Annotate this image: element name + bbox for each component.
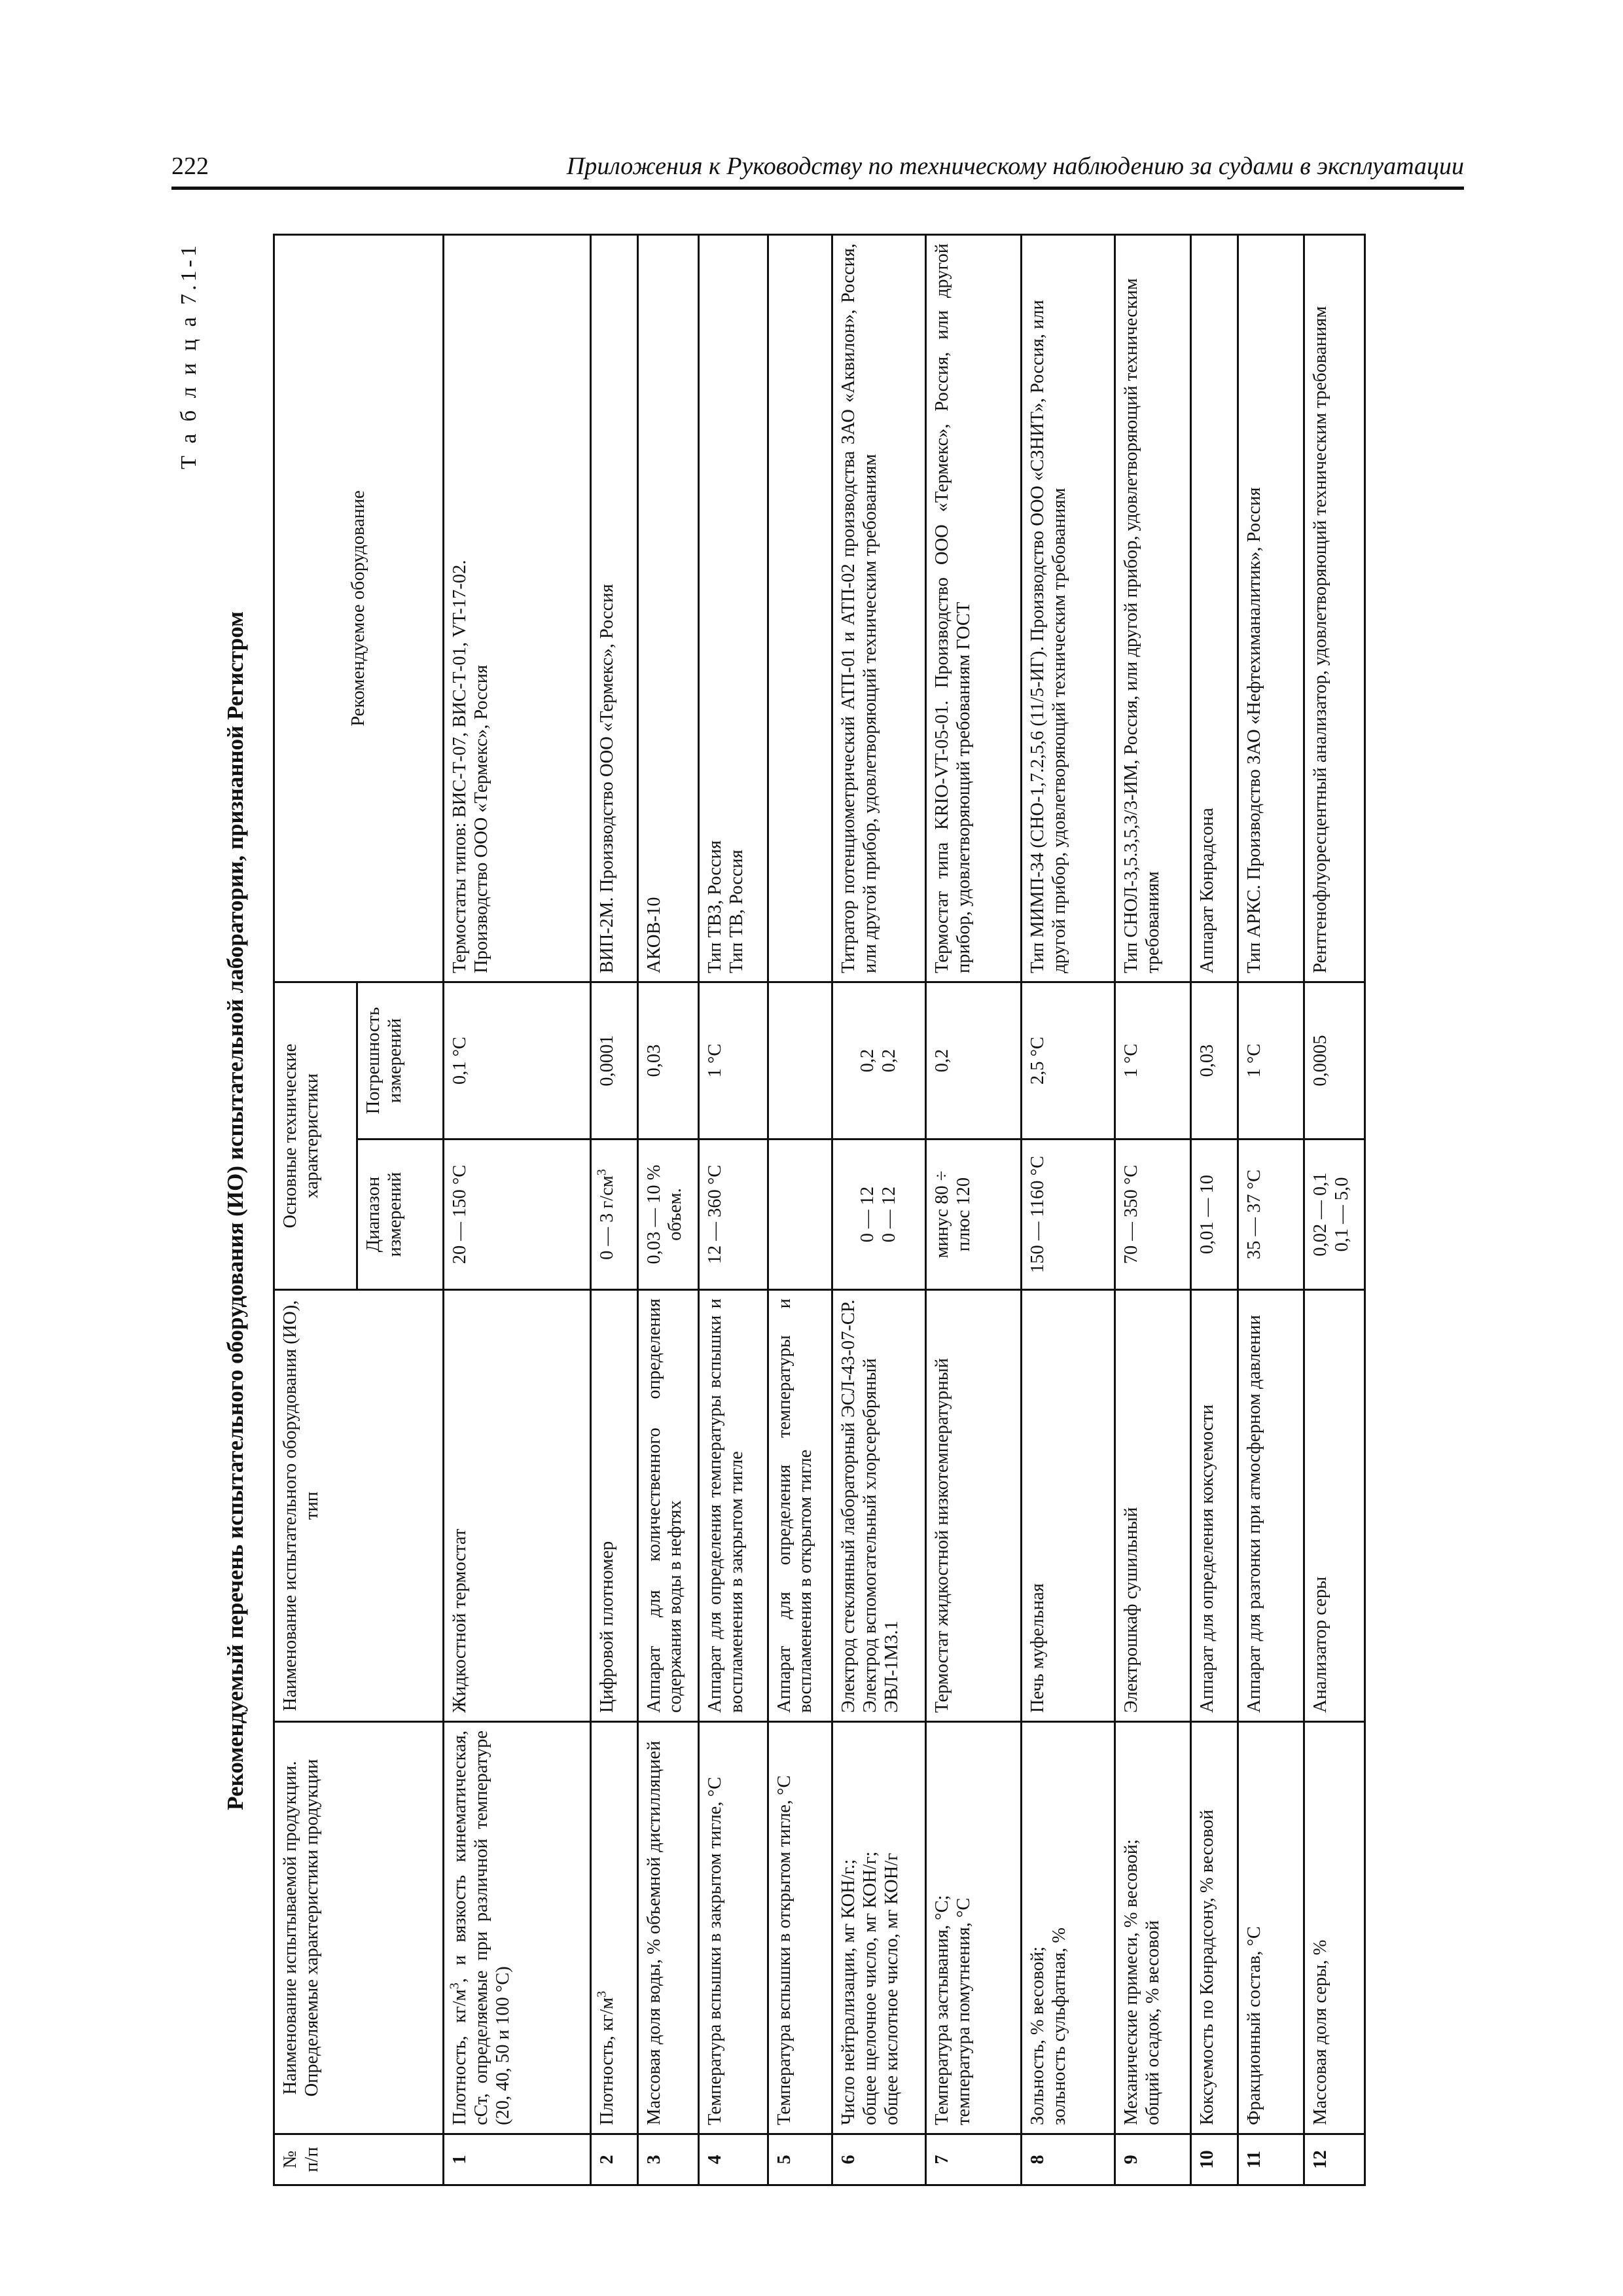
table-row [1115, 235, 1190, 2185]
table-row [1021, 235, 1115, 2185]
range-cell [768, 1139, 832, 1290]
table-row [444, 235, 590, 2185]
row-number: 4 [698, 2134, 768, 2185]
product-cell: Число нейтрализации, мг КОН/г.; общее щелочное число, мг КОН/г; общее кислотное число, мг КОН/г [832, 1722, 926, 2134]
equipment-cell: Анализатор серы [1304, 1290, 1364, 1722]
accuracy-cell: 0,03 [1191, 982, 1238, 1139]
accuracy-cell: 0,0001 [590, 982, 637, 1139]
product-cell: Механические примеси, % весовой; общий осадок, % весовой [1115, 1722, 1190, 2134]
recommended-cell [768, 235, 832, 982]
range-cell: 12 — 360 °С [698, 1139, 768, 1290]
equipment-cell: Аппарат для количественного определения содержания воды в нефтях [637, 1290, 698, 1722]
col-specs-header: Основные технические характеристики [274, 982, 357, 1290]
product-cell: Фракционный состав, °С [1238, 1722, 1304, 2134]
product-cell: Температура вспышки в закрытом тигле, °С [698, 1722, 768, 2134]
recommended-cell: Рентгенофлуоресцентный анализатор, удовлетворяющий техническим требованиям [1304, 235, 1364, 982]
equipment-cell: Аппарат для определения температуры и воспламенения в открытом тигле [768, 1290, 832, 1722]
table-row [1238, 235, 1304, 2185]
recommended-cell: Тип МИМП-34 (СНО-1,7.2,5,6 (11/5-ИГ). Производство ООО «СЗНИТ», Россия, или другой прибор, удовлетворяющий техническим требованиям [1021, 235, 1115, 982]
accuracy-cell: 0,1 °С [444, 982, 590, 1139]
col-product-header: Наименование испытываемой продукции. Определяемые характеристики продукции [274, 1722, 444, 2134]
range-cell: 0,03 — 10 % объем. [637, 1139, 698, 1290]
accuracy-cell: 1 °С [1238, 982, 1304, 1139]
row-number: 7 [925, 2134, 1021, 2185]
table-number: Т а б л и ц а 7.1-1 [177, 242, 201, 469]
row-number: 3 [637, 2134, 698, 2185]
product-cell: Массовая доля воды, % объемной дистилляцией [637, 1722, 698, 2134]
recommended-cell: АКОВ-10 [637, 235, 698, 982]
range-cell: 0 — 12 0 — 12 [832, 1139, 926, 1290]
range-cell: 35 — 37 °С [1238, 1139, 1304, 1290]
equipment-cell: Электрошкаф сушильный [1115, 1290, 1190, 1722]
recommended-cell: Термостат типа KRIO-VT-05-01. Производство ООО «Термекс», Россия, или другой прибор, удовлетворяющий требованиям ГОСТ [925, 235, 1021, 982]
table-row [925, 235, 1021, 2185]
equipment-cell: Цифровой плотномер [590, 1290, 637, 1722]
product-cell: Плотность, $кг/м^3$ [590, 1722, 637, 2134]
accuracy-cell: 0,2 [925, 982, 1021, 1139]
col-recommended-header: Рекомендуемое оборудование [274, 235, 444, 982]
row-number: 12 [1304, 2134, 1364, 2185]
accuracy-cell: 0,2 0,2 [832, 982, 926, 1139]
table-row [1304, 235, 1364, 2185]
running-title: Приложения к Руководству по техническому наблюдению за судами в эксплуатации [566, 152, 1464, 180]
range-cell: 0,02 — 0,1 0,1 — 5,0 [1304, 1139, 1364, 1290]
accuracy-cell [768, 982, 832, 1139]
range-cell: 70 — 350 °С [1115, 1139, 1190, 1290]
rotated-table-area [171, 236, 1464, 2186]
header-rule [171, 187, 1464, 190]
accuracy-cell: 1 °С [1115, 982, 1190, 1139]
equipment-cell: Аппарат для определения коксуемости [1191, 1290, 1238, 1722]
recommended-cell: ВИП-2М. Производство ООО «Термекс», Россия [590, 235, 637, 982]
accuracy-cell: 1 °С [698, 982, 768, 1139]
recommended-cell: Термостаты типов: ВИС-Т-07, ВИС-Т-01, VT-17-02. Производство ООО «Термекс», Россия [444, 235, 590, 982]
col-range-header: Диапазон измерений [357, 1139, 444, 1290]
col-accuracy-header: Погрешность измерений [357, 982, 444, 1139]
row-number: 1 [444, 2134, 590, 2185]
product-cell: Температура застывания, °С; температура помутнения, °С [925, 1722, 1021, 2134]
row-number: 8 [1021, 2134, 1115, 2185]
accuracy-cell: 2,5 °С [1021, 982, 1115, 1139]
row-number: 11 [1238, 2134, 1304, 2185]
product-cell: Температура вспышки в открытом тигле, °С [768, 1722, 832, 2134]
equipment-cell: Аппарат для разгонки при атмосферном давлении [1238, 1290, 1304, 1722]
table-row [768, 235, 832, 2185]
row-number: 2 [590, 2134, 637, 2185]
table-title: Рекомендуемый перечень испытательного оборудования (ИО) испытательной лаборатории, признанной Регистром [223, 611, 248, 1810]
table-row [637, 235, 698, 2185]
row-number: 9 [1115, 2134, 1190, 2185]
equipment-cell: Аппарат для определения температуры вспышки и воспламенения в закрытом тигле [698, 1290, 768, 1722]
table-row [590, 235, 637, 2185]
range-cell: минус 80 ÷ плюс 120 [925, 1139, 1021, 1290]
row-number: 10 [1191, 2134, 1238, 2185]
equipment-cell: Печь муфельная [1021, 1290, 1115, 1722]
range-cell: 0,01 — 10 [1191, 1139, 1238, 1290]
range-cell: 0 — 3 $г/см^3$ [590, 1139, 637, 1290]
table-row [832, 235, 926, 2185]
range-cell: 150 — 1160 °С [1021, 1139, 1115, 1290]
table-row [1191, 235, 1238, 2185]
product-cell: Зольность, % весовой; зольность сульфатная, % [1021, 1722, 1115, 2134]
accuracy-cell: 0,03 [637, 982, 698, 1139]
product-cell: Плотность, $кг/м^3$, и вязкость кинематическая, сСт, определяемые при различной температуре (20, 40, 50 и 100 °С) [444, 1722, 590, 2134]
row-number: 5 [768, 2134, 832, 2185]
range-cell: 20 — 150 °С [444, 1139, 590, 1290]
recommended-cell: Аппарат Конрадсона [1191, 235, 1238, 982]
product-cell: Коксуемость по Конрадсону, % весовой [1191, 1722, 1238, 2134]
recommended-cell: Титратор потенциометрический АТП-01 и АТП-02 производства ЗАО «Аквилон», Россия, или другой прибор, удовлетворяющий техническим требованиям [832, 235, 926, 982]
col-equipment-header: Наименование испытательного оборудования (ИО), тип [274, 1290, 444, 1722]
header-row [274, 235, 357, 2185]
page-number: 222 [171, 152, 209, 180]
equipment-cell: Электрод стеклянный лабораторный ЭСЛ-43-07-СР. Электрод вспомогательный хлорсеребряный ЭВЛ-1М3.1 [832, 1290, 926, 1722]
row-number: 6 [832, 2134, 926, 2185]
recommended-cell: Тип АРКС. Производство ЗАО «Нефтехиманалитик», Россия [1238, 235, 1304, 982]
equipment-cell: Термостат жидкостной низкотемпературный [925, 1290, 1021, 1722]
recommended-cell: Тип СНОЛ-3,5.3,5,3/3-ИМ, Россия, или другой прибор, удовлетворяющий техническим требованиям [1115, 235, 1190, 982]
table-row [698, 235, 768, 2185]
recommended-cell: Тип ТВЗ, Россия Тип ТВ, Россия [698, 235, 768, 982]
equipment-table [273, 234, 1366, 2186]
product-cell: Массовая доля серы, % [1304, 1722, 1364, 2134]
col-num-header: № п/п [274, 2134, 444, 2185]
accuracy-cell: 0,0005 [1304, 982, 1364, 1139]
equipment-cell: Жидкостной термостат [444, 1290, 590, 1722]
page-header [171, 152, 1464, 188]
